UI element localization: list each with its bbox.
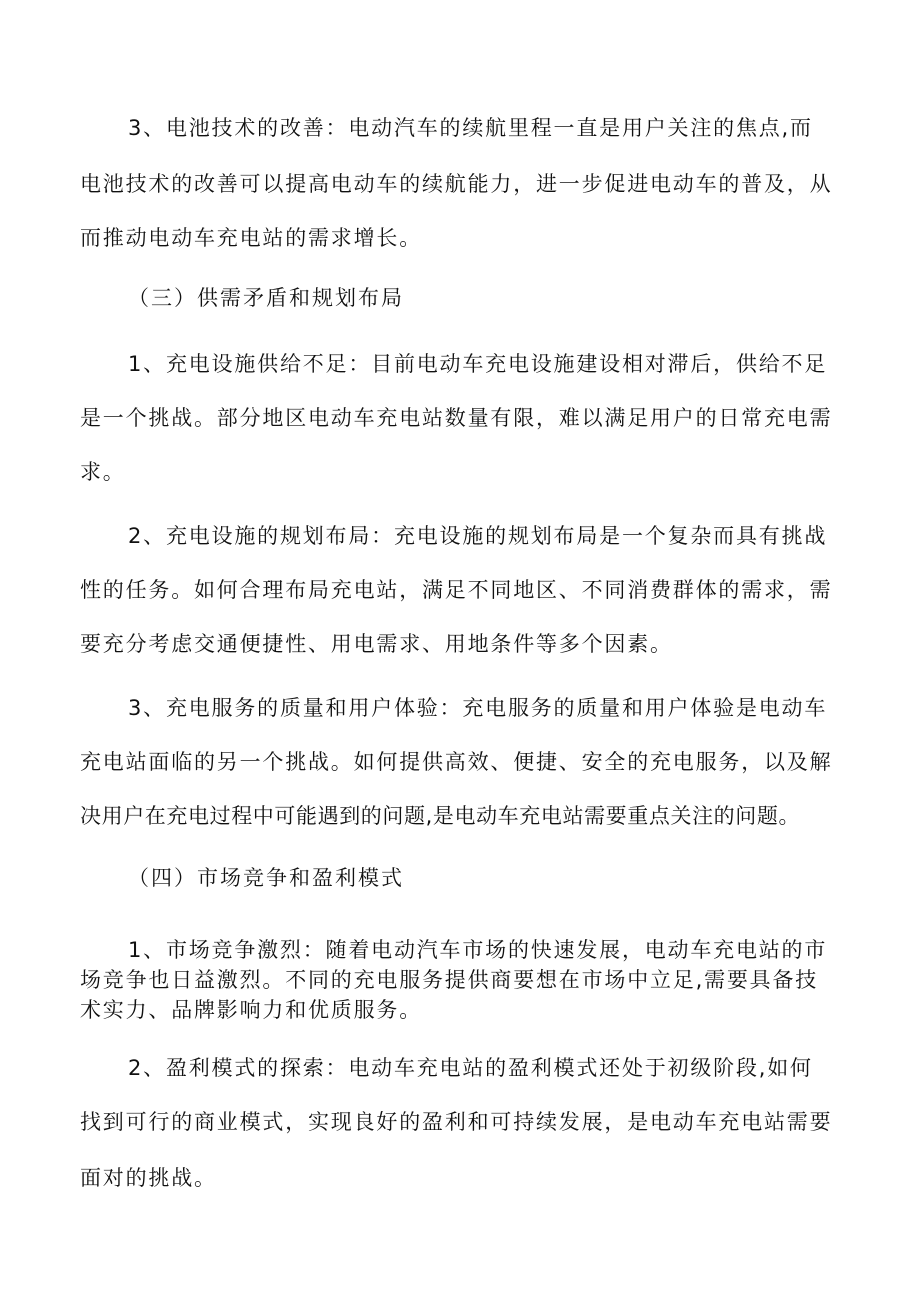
paragraph-service-line-3: 决用户在充电过程中可能遇到的问题,是电动车充电站需要重点关注的问题。 (80, 804, 801, 828)
paragraph-profit-line-1: 2、盈利模式的探索：电动车充电站的盈利模式还处于初级阶段,如何 (128, 1056, 813, 1080)
paragraph-competition-line-2: 场竞争也日益激烈。不同的充电服务提供商要想在市场中立足,需要具备技 (80, 968, 819, 992)
paragraph-supply-line-2: 是一个挑战。部分地区电动车充电站数量有限，难以满足用户的日常充电需 (80, 406, 833, 430)
paragraph-supply-line-1: 1、充电设施供给不足：目前电动车充电设施建设相对滞后，供给不足 (128, 352, 828, 376)
section-heading-3: （三）供需矛盾和规划布局 (128, 286, 404, 310)
paragraph-service-line-2: 充电站面临的另一个挑战。如何提供高效、便捷、安全的充电服务，以及解 (80, 750, 833, 774)
paragraph-service-line-1: 3、充电服务的质量和用户体验：充电服务的质量和用户体验是电动车 (128, 696, 828, 720)
paragraph-layout-line-2: 性的任务。如何合理布局充电站，满足不同地区、不同消费群体的需求，需 (80, 578, 833, 602)
paragraph-battery-line-2: 电池技术的改善可以提高电动车的续航能力，进一步促进电动车的普及，从 (80, 172, 833, 196)
paragraph-supply-line-3: 求。 (80, 460, 126, 484)
paragraph-competition-line-1: 1、市场竞争激烈：随着电动汽车市场的快速发展，电动车充电站的市 (128, 938, 828, 962)
paragraph-battery-line-1: 3、电池技术的改善：电动汽车的续航里程一直是用户关注的焦点,而 (128, 116, 813, 140)
section-heading-4: （四）市场竞争和盈利模式 (128, 866, 404, 890)
paragraph-competition-line-3: 术实力、品牌影响力和优质服务。 (80, 998, 422, 1022)
paragraph-battery-line-3: 而推动电动车充电站的需求增长。 (80, 226, 422, 250)
paragraph-layout-line-3: 要充分考虑交通便捷性、用电需求、用地条件等多个因素。 (80, 632, 673, 656)
paragraph-layout-line-1: 2、充电设施的规划布局：充电设施的规划布局是一个复杂而具有挑战 (128, 524, 828, 548)
paragraph-profit-line-3: 面对的挑战。 (80, 1166, 217, 1190)
paragraph-profit-line-2: 找到可行的商业模式，实现良好的盈利和可持续发展，是电动车充电站需要 (80, 1110, 833, 1134)
